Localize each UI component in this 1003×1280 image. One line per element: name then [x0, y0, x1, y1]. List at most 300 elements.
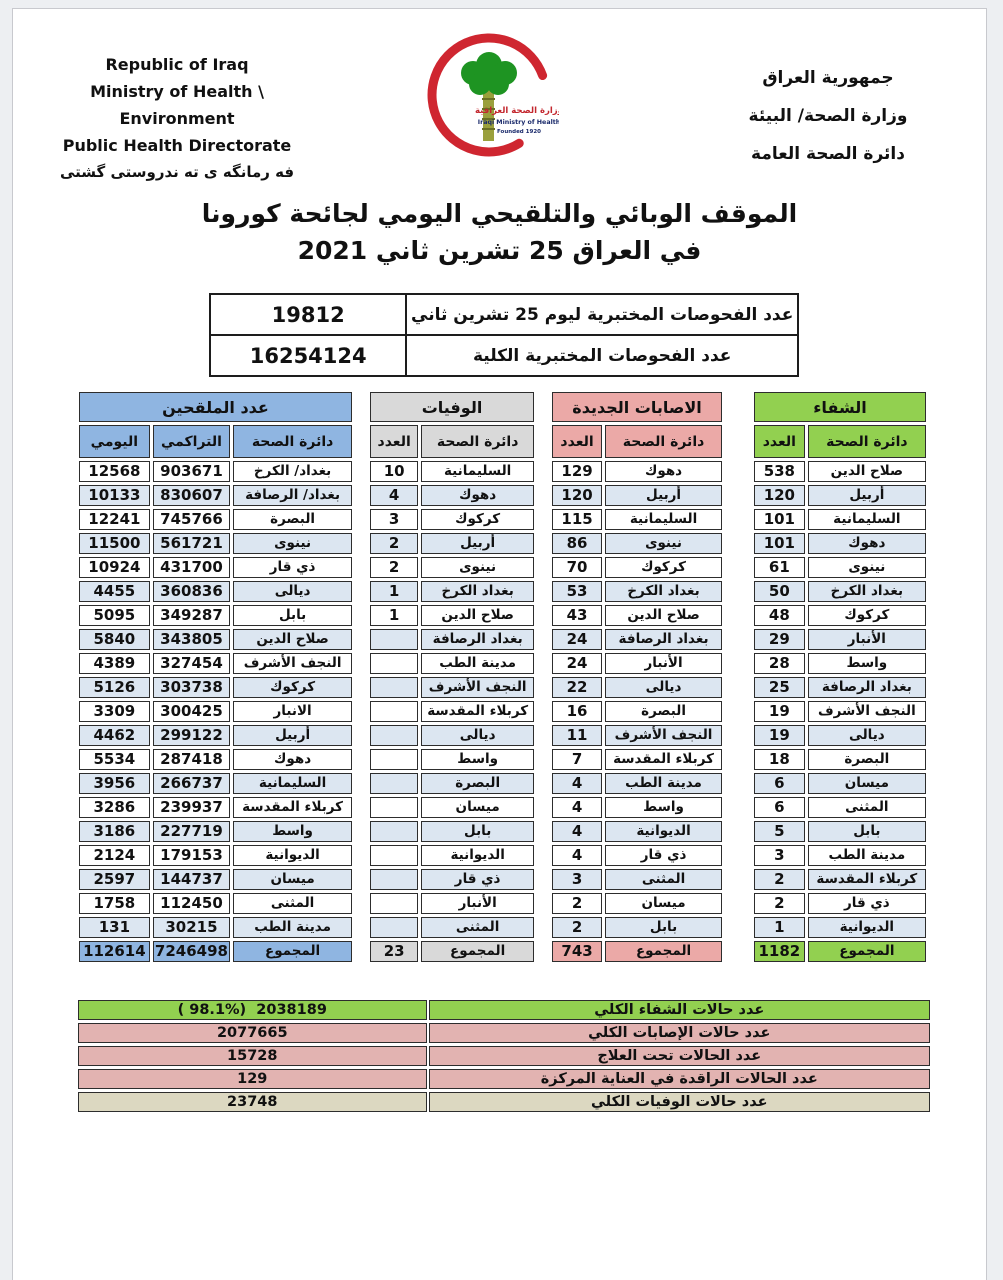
directorate-cell: نينوى: [233, 533, 352, 554]
summary-row: [78, 1069, 930, 1089]
summary-value: 129: [78, 1069, 427, 1089]
value-cell: 2: [370, 557, 418, 578]
column-header: العدد: [552, 425, 602, 458]
directorate-cell: ديالى: [233, 581, 352, 602]
directorate-cell: صلاح الدين: [808, 461, 926, 482]
directorate-cell: بغداد/ الكرخ: [233, 461, 352, 482]
value-cell: 327454: [153, 653, 230, 674]
letterhead-line: جمهورية العراق: [762, 68, 894, 88]
value-cell: 227719: [153, 821, 230, 842]
table-row: [754, 605, 926, 626]
directorate-cell: مدينة الطب: [605, 773, 722, 794]
directorate-cell: كربلاء المقدسة: [421, 701, 534, 722]
value-cell: 1182: [754, 941, 805, 962]
value-cell: 24: [552, 653, 602, 674]
directorate-cell: الديوانية: [605, 821, 722, 842]
table-row: [370, 509, 534, 530]
value-cell: 2: [552, 893, 602, 914]
value-cell: 1: [370, 605, 418, 626]
total-tests-label: عدد الفحوصات المختبرية الكلية: [406, 335, 798, 376]
summary-table: [76, 997, 932, 1115]
table-row: [79, 461, 352, 482]
directorate-cell: الديوانية: [808, 917, 926, 938]
value-cell: 4: [552, 845, 602, 866]
table-row: [552, 533, 722, 554]
value-cell: 101: [754, 533, 805, 554]
directorate-cell: كربلاء المقدسة: [233, 797, 352, 818]
directorate-cell: الأنبار: [808, 629, 926, 650]
table-row: [370, 557, 534, 578]
table-row: [79, 821, 352, 842]
value-cell: [370, 701, 418, 722]
table-row: [754, 629, 926, 650]
directorate-cell: مدينة الطب: [421, 653, 534, 674]
logo-english-text: Iraqi Ministry of Health: [477, 119, 559, 126]
directorate-cell: ديالى: [605, 677, 722, 698]
palm-tree-icon: [461, 52, 517, 95]
value-cell: 5095: [79, 605, 150, 626]
directorate-cell: المثنى: [605, 869, 722, 890]
directorate-cell: ديالى: [421, 725, 534, 746]
report-title-line1: الموقف الوبائي والتلقيحي اليومي لجائحة كورونا: [201, 199, 798, 228]
value-cell: 3: [754, 845, 805, 866]
table-row: [552, 509, 722, 530]
directorate-cell: البصرة: [808, 749, 926, 770]
table-row: [79, 749, 352, 770]
directorate-cell: السليمانية: [421, 461, 534, 482]
table-row: [79, 653, 352, 674]
table-row: [210, 335, 798, 376]
table-row: [552, 917, 722, 938]
logo-arabic-text: وزارة الصحة العراقية: [475, 106, 559, 116]
stats-table-new-cases: [549, 389, 725, 965]
directorate-cell: كركوك: [605, 557, 722, 578]
value-cell: 4455: [79, 581, 150, 602]
value-cell: [370, 677, 418, 698]
value-cell: 131: [79, 917, 150, 938]
value-cell: 2124: [79, 845, 150, 866]
value-cell: 19: [754, 725, 805, 746]
value-cell: [370, 773, 418, 794]
summary-row: [78, 1023, 930, 1043]
directorate-cell: بغداد الرصافة: [808, 677, 926, 698]
directorate-cell: دهوك: [808, 533, 926, 554]
value-cell: 561721: [153, 533, 230, 554]
summary-label: عدد حالات الإصابات الكلي: [429, 1023, 931, 1043]
directorate-cell: بغداد الكرخ: [808, 581, 926, 602]
table-row: [552, 845, 722, 866]
table-row: [79, 893, 352, 914]
directorate-cell: السليمانية: [233, 773, 352, 794]
value-cell: 112450: [153, 893, 230, 914]
value-cell: 144737: [153, 869, 230, 890]
daily-tests-label: عدد الفحوصات المختبرية ليوم 25 تشرين ثاني: [406, 294, 798, 335]
directorate-cell: المجموع: [233, 941, 352, 962]
table-row: [552, 629, 722, 650]
stats-table-recovered: [751, 389, 929, 965]
directorate-cell: ذي قار: [808, 893, 926, 914]
table-row: [370, 893, 534, 914]
column-header: العدد: [754, 425, 805, 458]
report-title: [13, 195, 986, 269]
table-row: [754, 509, 926, 530]
directorate-cell: أربيل: [808, 485, 926, 506]
value-cell: 10: [370, 461, 418, 482]
total-row: [754, 941, 926, 962]
table-row: [370, 773, 534, 794]
summary-row: [78, 1046, 930, 1066]
moh-logo-graphic: [419, 23, 559, 173]
table-row: [552, 701, 722, 722]
table-row: [754, 821, 926, 842]
value-cell: 299122: [153, 725, 230, 746]
ministry-logo: [419, 23, 559, 173]
directorate-cell: المثنى: [808, 797, 926, 818]
value-cell: 12241: [79, 509, 150, 530]
letterhead-line: دائرة الصحة العامة: [751, 144, 905, 164]
directorate-cell: السليمانية: [605, 509, 722, 530]
directorate-cell: ميسان: [605, 893, 722, 914]
table-row: [754, 845, 926, 866]
total-row: [79, 941, 352, 962]
table-row: [552, 869, 722, 890]
directorate-cell: الأنبار: [605, 653, 722, 674]
total-row: [370, 941, 534, 962]
directorate-cell: السليمانية: [808, 509, 926, 530]
table-row: [552, 725, 722, 746]
value-cell: 70: [552, 557, 602, 578]
value-cell: 101: [754, 509, 805, 530]
letterhead-english: [39, 51, 315, 186]
report-page: [12, 8, 987, 1280]
value-cell: 239937: [153, 797, 230, 818]
directorate-cell: مدينة الطب: [233, 917, 352, 938]
directorate-cell: بغداد الرصافة: [605, 629, 722, 650]
value-cell: [370, 845, 418, 866]
value-cell: [370, 725, 418, 746]
value-cell: [370, 893, 418, 914]
table-row: [370, 629, 534, 650]
table-row: [79, 701, 352, 722]
value-cell: 6: [754, 773, 805, 794]
report-title-line2: في العراق 25 تشرين ثاني 2021: [297, 236, 702, 265]
value-cell: 16: [552, 701, 602, 722]
table-row: [79, 845, 352, 866]
value-cell: 48: [754, 605, 805, 626]
letterhead-kurdish-line: فه رمانگه ی ته ندروستی گشتی: [59, 163, 295, 181]
table-title: الوفيات: [370, 392, 534, 422]
table-row: [370, 845, 534, 866]
directorate-cell: دهوك: [421, 485, 534, 506]
value-cell: 86: [552, 533, 602, 554]
value-cell: 22: [552, 677, 602, 698]
directorate-cell: الأنبار: [421, 893, 534, 914]
letterhead-arabic: [735, 59, 921, 173]
stats-table-vaccinated: [76, 389, 355, 965]
table-row: [370, 461, 534, 482]
directorate-cell: البصرة: [605, 701, 722, 722]
value-cell: 2: [552, 917, 602, 938]
value-cell: 4: [370, 485, 418, 506]
table-row: [370, 653, 534, 674]
total-tests-value: 16254124: [210, 335, 406, 376]
value-cell: 12568: [79, 461, 150, 482]
table-row: [552, 605, 722, 626]
value-cell: 4389: [79, 653, 150, 674]
table-row: [754, 869, 926, 890]
table-title: الشفاء: [754, 392, 926, 422]
table-row: [754, 701, 926, 722]
value-cell: 4: [552, 797, 602, 818]
table-row: [754, 797, 926, 818]
value-cell: 18: [754, 749, 805, 770]
table-row: [370, 821, 534, 842]
table-row: [552, 557, 722, 578]
value-cell: 903671: [153, 461, 230, 482]
table-row: [370, 725, 534, 746]
summary-value: ( 98.1%) 2038189: [78, 1000, 427, 1020]
total-row: [552, 941, 722, 962]
column-header: التراكمي: [153, 425, 230, 458]
table-row: [79, 605, 352, 626]
table-row: [79, 485, 352, 506]
value-cell: 431700: [153, 557, 230, 578]
summary-value: 2077665: [78, 1023, 427, 1043]
table-row: [754, 461, 926, 482]
table-row: [552, 749, 722, 770]
letterhead-line: Ministry of Health \ Environment: [90, 82, 264, 128]
logo-founded-text: Founded 1920: [497, 129, 541, 135]
value-cell: 10924: [79, 557, 150, 578]
table-row: [754, 533, 926, 554]
value-cell: [370, 629, 418, 650]
directorate-cell: دهوك: [233, 749, 352, 770]
letterhead-line: Republic of Iraq: [105, 55, 249, 74]
value-cell: 4462: [79, 725, 150, 746]
value-cell: 4: [552, 821, 602, 842]
directorate-cell: بابل: [233, 605, 352, 626]
column-header: دائرة الصحة: [808, 425, 926, 458]
directorate-cell: بابل: [421, 821, 534, 842]
directorate-cell: ذي قار: [233, 557, 352, 578]
column-header: دائرة الصحة: [605, 425, 722, 458]
directorate-cell: الديوانية: [233, 845, 352, 866]
value-cell: [370, 653, 418, 674]
value-cell: 745766: [153, 509, 230, 530]
summary-value: 15728: [78, 1046, 427, 1066]
value-cell: 11500: [79, 533, 150, 554]
table-row: [370, 797, 534, 818]
table-row: [754, 893, 926, 914]
value-cell: 266737: [153, 773, 230, 794]
directorate-cell: الديوانية: [421, 845, 534, 866]
value-cell: 19: [754, 701, 805, 722]
table-row: [552, 653, 722, 674]
directorate-cell: كركوك: [233, 677, 352, 698]
value-cell: [370, 749, 418, 770]
value-cell: 50: [754, 581, 805, 602]
value-cell: 343805: [153, 629, 230, 650]
table-row: [370, 605, 534, 626]
directorate-cell: واسط: [605, 797, 722, 818]
directorate-cell: أربيل: [605, 485, 722, 506]
value-cell: 115: [552, 509, 602, 530]
directorate-cell: بغداد/ الرصافة: [233, 485, 352, 506]
directorate-cell: واسط: [233, 821, 352, 842]
value-cell: 11: [552, 725, 602, 746]
value-cell: 61: [754, 557, 805, 578]
column-header: العدد: [370, 425, 418, 458]
value-cell: 5840: [79, 629, 150, 650]
value-cell: 300425: [153, 701, 230, 722]
table-row: [754, 653, 926, 674]
value-cell: 830607: [153, 485, 230, 506]
table-title: عدد الملقحين: [79, 392, 352, 422]
table-row: [754, 725, 926, 746]
table-row: [754, 917, 926, 938]
table-row: [370, 917, 534, 938]
summary-row: [78, 1092, 930, 1112]
table-row: [79, 581, 352, 602]
value-cell: [370, 869, 418, 890]
value-cell: 25: [754, 677, 805, 698]
value-cell: 360836: [153, 581, 230, 602]
directorate-cell: ديالى: [808, 725, 926, 746]
directorate-cell: ميسان: [421, 797, 534, 818]
value-cell: 3: [552, 869, 602, 890]
table-row: [754, 581, 926, 602]
column-header: دائرة الصحة: [421, 425, 534, 458]
table-row: [79, 509, 352, 530]
table-row: [552, 485, 722, 506]
stats-tables: [13, 389, 986, 981]
value-cell: 4: [552, 773, 602, 794]
value-cell: 129: [552, 461, 602, 482]
value-cell: 3286: [79, 797, 150, 818]
summary-label: عدد الحالات تحت العلاج: [429, 1046, 931, 1066]
value-cell: 3: [370, 509, 418, 530]
table-row: [79, 557, 352, 578]
value-cell: 3186: [79, 821, 150, 842]
value-cell: 29: [754, 629, 805, 650]
value-cell: 538: [754, 461, 805, 482]
directorate-cell: النجف الأشرف: [808, 701, 926, 722]
value-cell: 1: [370, 581, 418, 602]
stats-table-deaths: [367, 389, 537, 965]
value-cell: 179153: [153, 845, 230, 866]
column-header: اليومي: [79, 425, 150, 458]
value-cell: 10133: [79, 485, 150, 506]
table-row: [370, 581, 534, 602]
table-row: [370, 533, 534, 554]
directorate-cell: البصرة: [233, 509, 352, 530]
directorate-cell: صلاح الدين: [605, 605, 722, 626]
table-row: [754, 485, 926, 506]
directorate-cell: المجموع: [421, 941, 534, 962]
value-cell: 7246498: [153, 941, 230, 962]
table-row: [79, 725, 352, 746]
directorate-cell: واسط: [808, 653, 926, 674]
directorate-cell: النجف الأشرف: [421, 677, 534, 698]
table-row: [754, 749, 926, 770]
table-row: [552, 773, 722, 794]
table-row: [79, 797, 352, 818]
value-cell: 1758: [79, 893, 150, 914]
directorate-cell: صلاح الدين: [233, 629, 352, 650]
table-row: [79, 629, 352, 650]
daily-tests-value: 19812: [210, 294, 406, 335]
table-row: [79, 773, 352, 794]
value-cell: 2: [754, 869, 805, 890]
directorate-cell: المجموع: [605, 941, 722, 962]
value-cell: 7: [552, 749, 602, 770]
directorate-cell: أربيل: [421, 533, 534, 554]
value-cell: 53: [552, 581, 602, 602]
table-row: [79, 677, 352, 698]
table-row: [370, 701, 534, 722]
value-cell: 5: [754, 821, 805, 842]
value-cell: 287418: [153, 749, 230, 770]
directorate-cell: بابل: [808, 821, 926, 842]
table-row: [370, 485, 534, 506]
value-cell: 120: [552, 485, 602, 506]
summary-value: 23748: [78, 1092, 427, 1112]
letterhead-line: Public Health Directorate: [62, 136, 292, 155]
directorate-cell: بابل: [605, 917, 722, 938]
summary-row: [78, 1000, 930, 1020]
table-row: [370, 677, 534, 698]
table-row: [79, 533, 352, 554]
directorate-cell: الانبار: [233, 701, 352, 722]
column-header: دائرة الصحة: [233, 425, 352, 458]
value-cell: 5126: [79, 677, 150, 698]
summary-label: عدد حالات الوفيات الكلي: [429, 1092, 931, 1112]
letterhead-line: وزارة الصحة/ البيئة: [748, 106, 908, 126]
value-cell: 3956: [79, 773, 150, 794]
directorate-cell: بغداد الرصافة: [421, 629, 534, 650]
value-cell: [370, 821, 418, 842]
value-cell: 5534: [79, 749, 150, 770]
directorate-cell: واسط: [421, 749, 534, 770]
directorate-cell: المجموع: [808, 941, 926, 962]
table-row: [552, 797, 722, 818]
value-cell: 2: [754, 893, 805, 914]
directorate-cell: ميسان: [233, 869, 352, 890]
table-row: [552, 581, 722, 602]
directorate-cell: ذي قار: [421, 869, 534, 890]
directorate-cell: نينوى: [605, 533, 722, 554]
table-row: [210, 294, 798, 335]
value-cell: 349287: [153, 605, 230, 626]
directorate-cell: المثنى: [421, 917, 534, 938]
value-cell: 28: [754, 653, 805, 674]
summary-label: عدد حالات الشفاء الكلي: [429, 1000, 931, 1020]
directorate-cell: مدينة الطب: [808, 845, 926, 866]
directorate-cell: النجف الأشرف: [605, 725, 722, 746]
value-cell: 6: [754, 797, 805, 818]
directorate-cell: ميسان: [808, 773, 926, 794]
value-cell: 24: [552, 629, 602, 650]
value-cell: 112614: [79, 941, 150, 962]
value-cell: 43: [552, 605, 602, 626]
directorate-cell: نينوى: [421, 557, 534, 578]
value-cell: 120: [754, 485, 805, 506]
value-cell: 30215: [153, 917, 230, 938]
table-row: [79, 917, 352, 938]
directorate-cell: دهوك: [605, 461, 722, 482]
table-row: [79, 869, 352, 890]
value-cell: 743: [552, 941, 602, 962]
